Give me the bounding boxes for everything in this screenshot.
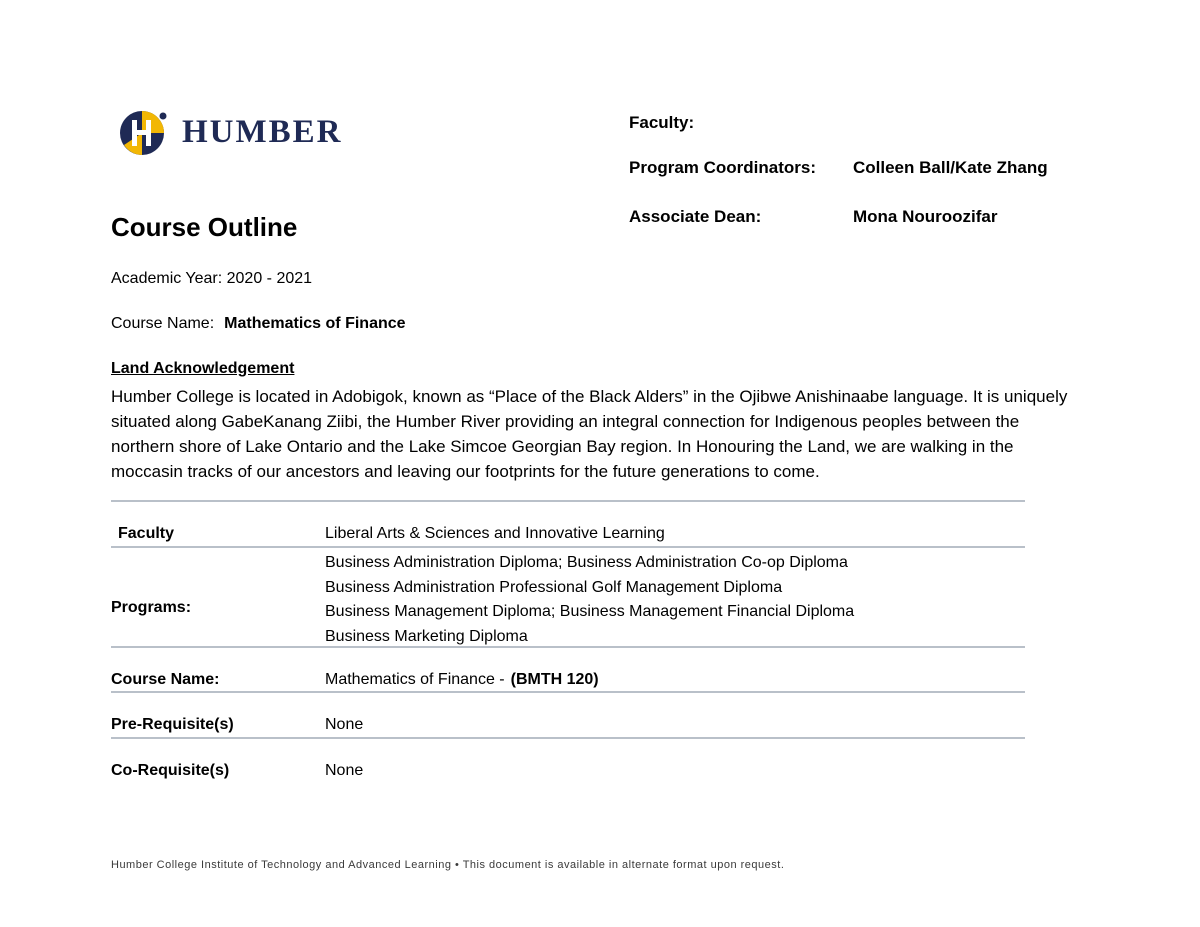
table-course-name-value [325, 671, 599, 689]
table-faculty-label: Faculty [118, 525, 175, 542]
table-corequisite-value: None [325, 762, 364, 779]
program-item: Business Marketing Diploma [325, 627, 528, 645]
program-coordinators-value: Colleen Ball/Kate Zhang [853, 158, 1048, 177]
page-title: Course Outline [111, 212, 298, 242]
table-prerequisite-label: Pre-Requisite(s) [111, 716, 234, 733]
humber-wordmark: HUMBER [182, 113, 343, 150]
table-row-divider [111, 691, 1025, 693]
table-top-divider [111, 500, 1025, 502]
table-row-divider [111, 546, 1025, 548]
humber-emblem-icon [118, 108, 170, 156]
land-acknowledgement-heading: Land Acknowledgement [111, 360, 295, 377]
academic-year: Academic Year: 2020 - 2021 [111, 270, 313, 287]
table-corequisite-label: Co-Requisite(s) [111, 762, 230, 779]
course-title: Mathematics of Finance - [325, 671, 505, 688]
program-coordinators-label: Program Coordinators: [629, 158, 817, 177]
table-programs-label: Programs: [111, 599, 192, 616]
program-item: Business Administration Diploma; Business Administration Co-op Diploma [325, 554, 848, 571]
table-programs-list [325, 551, 854, 649]
associate-dean-value: Mona Nouroozifar [853, 207, 998, 226]
humber-logo [118, 108, 343, 156]
land-acknowledgement-text: Humber College is located in Adobigok, known as “Place of the Black Alders” in the Ojibwe Anishinaabe language. It is uniquely situated along GabeKanang Ziibi, the Humber River providing an integral connection for Indigenous peoples between the northern shore of Lake Ontario and the Lake Simcoe Georgian Bay region. In Honouring the Land, we are walking in the moccasin tracks of our ancestors and leaving our footprints for the future generations to come. [111, 387, 1068, 481]
associate-dean-label: Associate Dean: [629, 207, 762, 226]
program-item: Business Management Diploma; Business Management Financial Diploma [325, 603, 855, 620]
table-faculty-value: Liberal Arts & Sciences and Innovative Learning [325, 525, 665, 542]
faculty-header-label: Faculty: [629, 113, 695, 132]
page-footer: Humber College Institute of Technology and Advanced Learning • This document is available in alternate format upon request. [111, 859, 785, 871]
table-row-divider [111, 737, 1025, 739]
course-code: (BMTH 120) [510, 671, 599, 688]
table-prerequisite-value: None [325, 716, 364, 733]
program-item: Business Administration Professional Golf Management Diploma [325, 578, 783, 596]
course-name-line [111, 315, 406, 333]
course-name-label: Course Name: [111, 315, 215, 332]
table-row-divider [111, 646, 1025, 648]
course-name-value: Mathematics of Finance [224, 315, 406, 332]
table-course-name-label: Course Name: [111, 671, 220, 688]
